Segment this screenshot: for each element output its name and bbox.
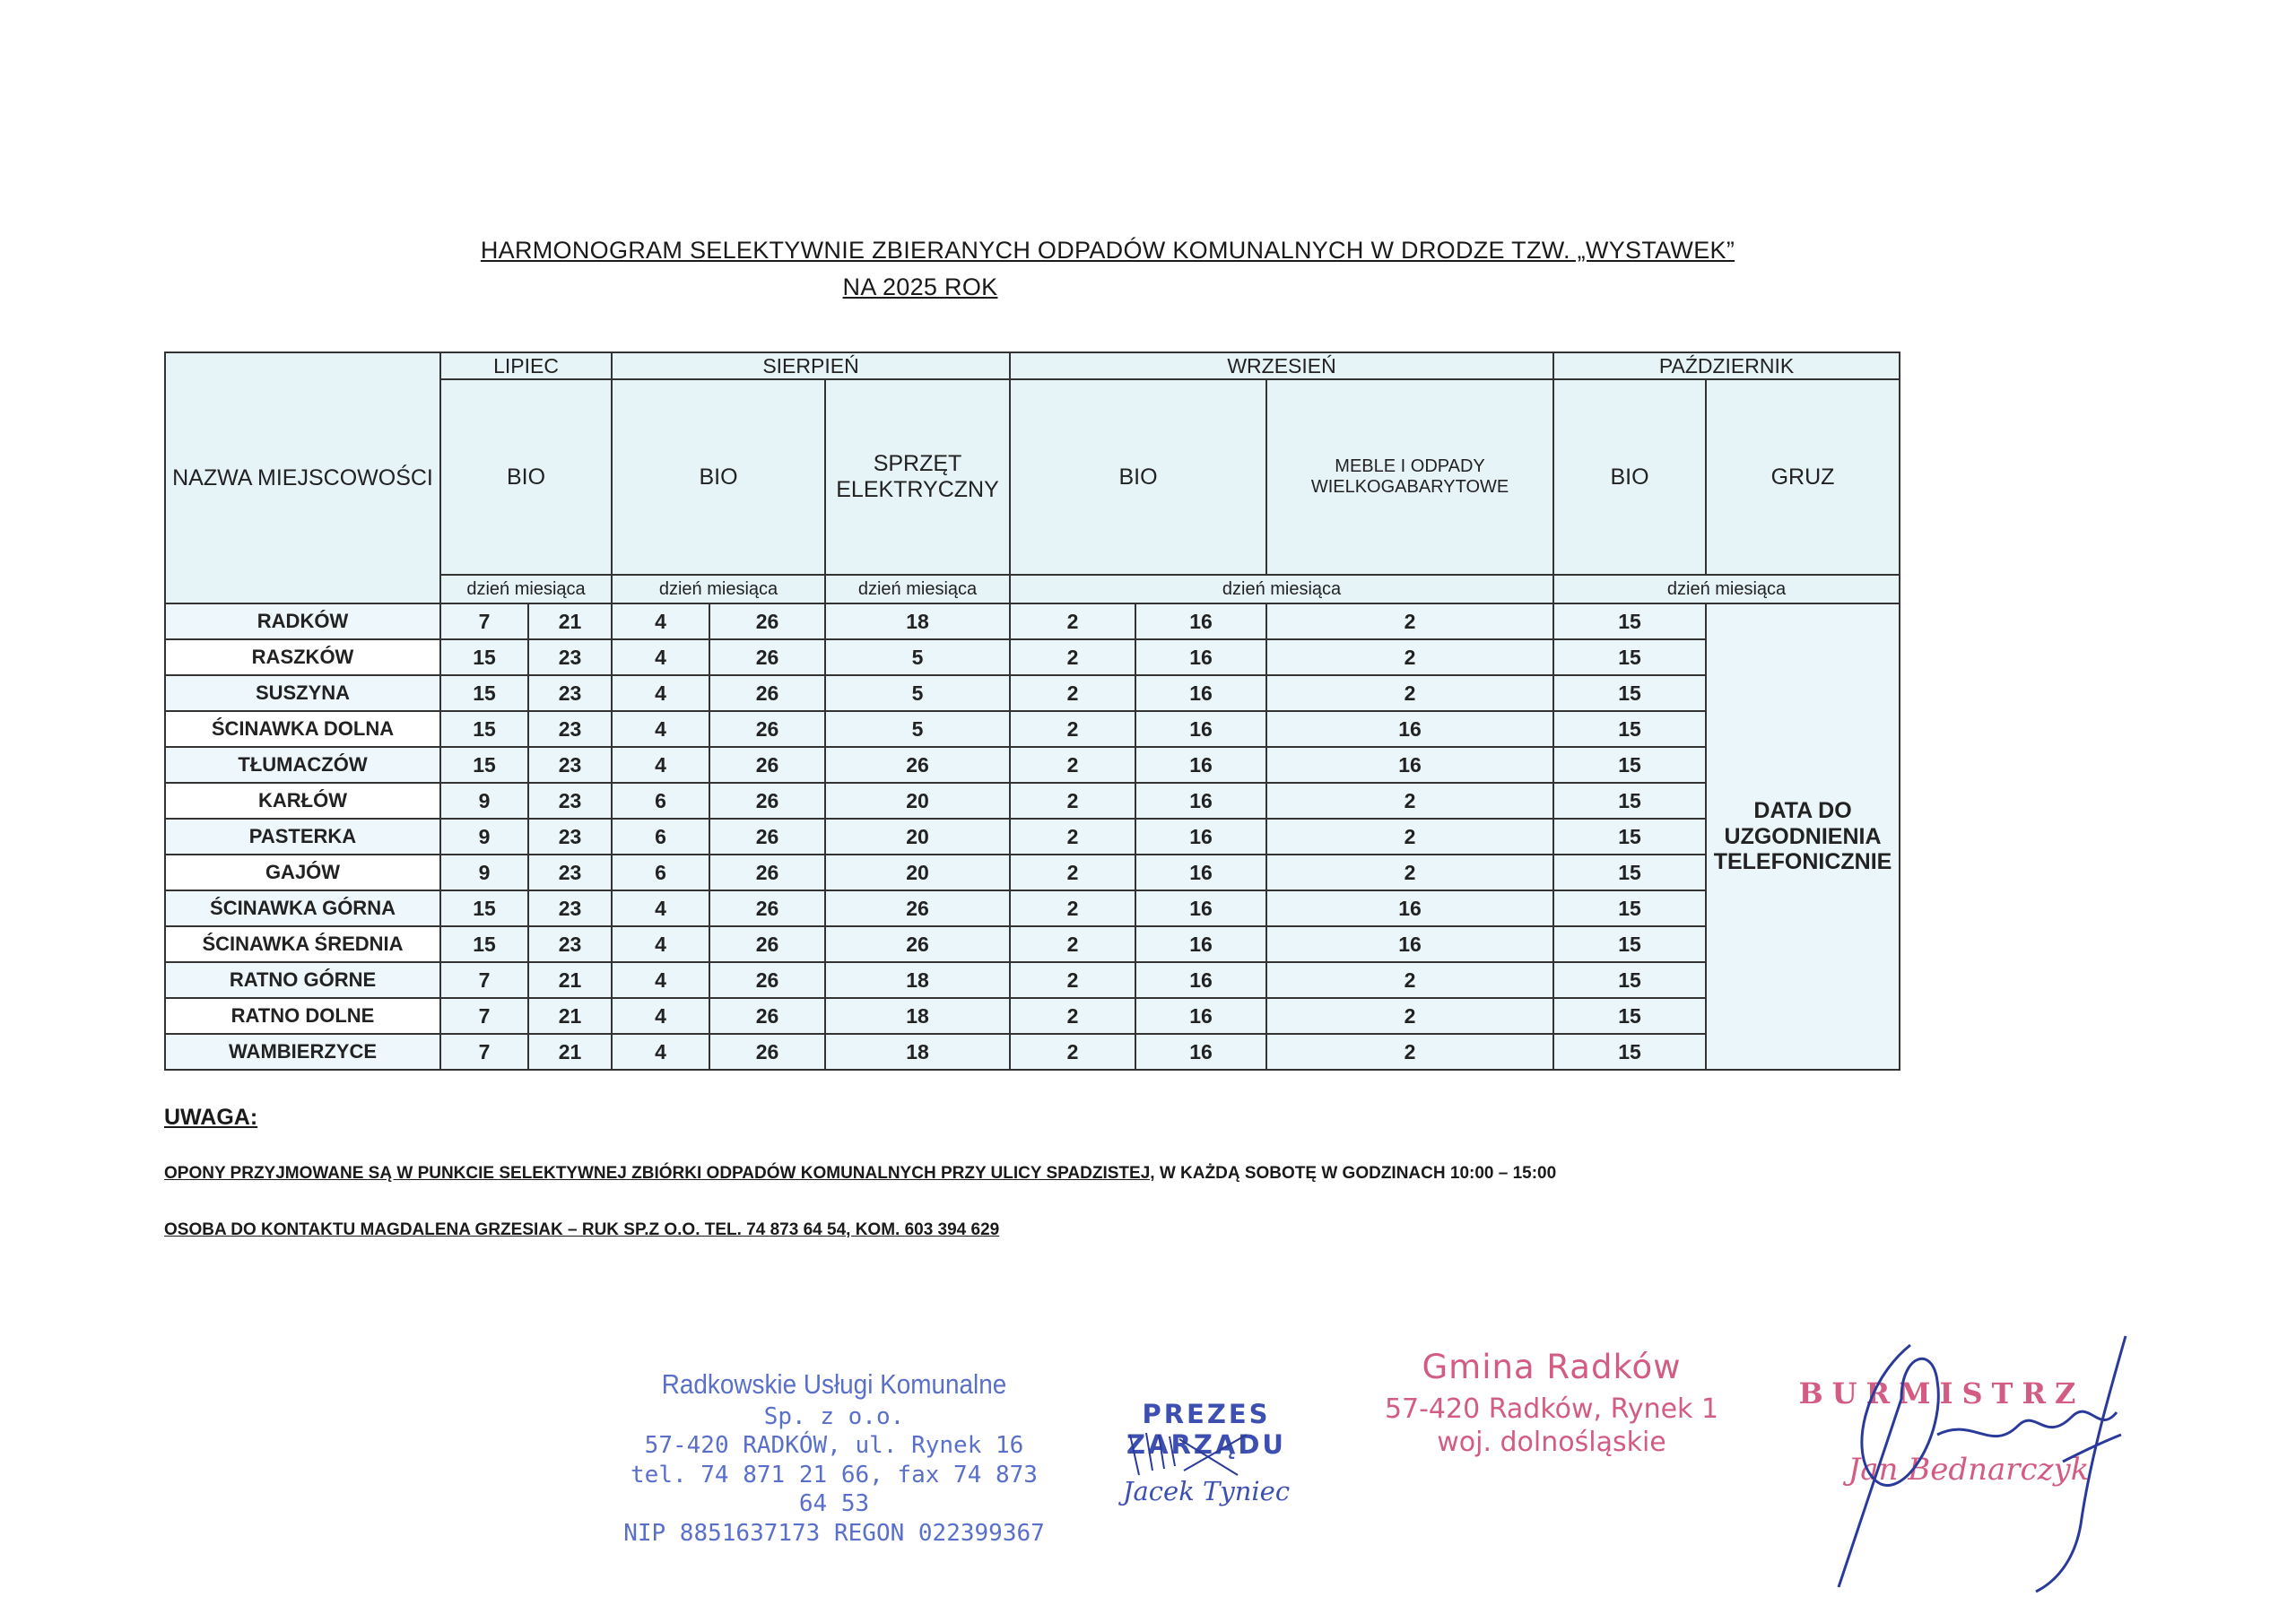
town-name: ŚCINAWKA DOLNA [165,711,440,747]
stamp-prezes-name: Jacek Tyniec [1122,1476,1291,1506]
day-cell: 15 [1553,890,1706,926]
day-cell: 6 [612,855,709,890]
table-row [165,675,1900,711]
month-sierpien: SIERPIEŃ [612,352,1010,379]
day-cell: 15 [1553,855,1706,890]
day-cell: 15 [440,926,528,962]
table-row [165,639,1900,675]
day-cell: 16 [1135,998,1266,1034]
day-cell: 2 [1266,675,1553,711]
day-cell: 5 [825,639,1010,675]
table-row [165,998,1900,1034]
schedule-table [164,352,1900,1071]
day-cell: 16 [1135,639,1266,675]
stamp-burmistrz-title: BURMISTRZ [1798,1376,2085,1410]
day-cell: 2 [1010,675,1135,711]
stamp-ruk-line1: Radkowskie Usługi Komunalne [661,1368,1007,1400]
day-cell: 23 [528,639,612,675]
day-cell: 26 [709,926,825,962]
category-wrzesien-meble: MEBLE I ODPADY WIELKOGABARYTOWE [1266,379,1553,575]
day-cell: 26 [709,783,825,819]
day-cell: 4 [612,962,709,998]
day-cell: 26 [709,711,825,747]
stamp-gmina-line2: 57-420 Radków, Rynek 1 [1384,1393,1719,1425]
day-cell: 15 [1553,783,1706,819]
prezes-signature-image [1112,1426,1265,1488]
unit-label-wrzesien: dzień miesiąca [1010,575,1553,603]
day-cell: 18 [825,998,1010,1034]
unit-label-lipiec: dzień miesiąca [440,575,612,603]
day-cell: 2 [1266,962,1553,998]
category-sierpien-bio: BIO [612,379,825,575]
table-row [165,926,1900,962]
day-cell: 26 [709,675,825,711]
town-name: RATNO GÓRNE [165,962,440,998]
table-row [165,819,1900,855]
day-cell: 2 [1266,639,1553,675]
day-cell: 18 [825,603,1010,639]
town-name: SUSZYNA [165,675,440,711]
category-sierpien-sprzet: SPRZĘT ELEKTRYCZNY [825,379,1010,575]
day-cell: 4 [612,926,709,962]
town-name: GAJÓW [165,855,440,890]
category-pazdziernik-gruz: GRUZ [1706,379,1900,575]
day-cell: 26 [709,890,825,926]
month-lipiec: LIPIEC [440,352,612,379]
day-cell: 2 [1010,639,1135,675]
notes-heading: UWAGA: [164,1105,258,1130]
day-cell: 23 [528,855,612,890]
day-cell: 15 [440,711,528,747]
town-name: TŁUMACZÓW [165,747,440,783]
day-cell: 23 [528,819,612,855]
category-lipiec-bio: BIO [440,379,612,575]
stamp-ruk-line4: tel. 74 871 21 66, fax 74 873 64 53 [631,1461,1038,1518]
month-pazdziernik: PAŹDZIERNIK [1553,352,1900,379]
day-cell: 7 [440,962,528,998]
table-row [165,962,1900,998]
document-title: HARMONOGRAM SELEKTYWNIE ZBIERANYCH ODPADÓW KOMUNALNYCH W DRODZE TZW. „WYSTAWEK” [480,237,1735,264]
stamp-ruk-line2: Sp. z o.o. [763,1402,905,1430]
day-cell: 16 [1135,855,1266,890]
day-cell: 16 [1135,1034,1266,1070]
unit-label-sierpien-bio: dzień miesiąca [612,575,825,603]
day-cell: 2 [1010,603,1135,639]
table-row [165,783,1900,819]
day-cell: 21 [528,1034,612,1070]
day-cell: 16 [1135,603,1266,639]
day-cell: 2 [1266,603,1553,639]
day-cell: 4 [612,747,709,783]
day-cell: 2 [1010,890,1135,926]
day-cell: 2 [1010,998,1135,1034]
header-place-name: NAZWA MIEJSCOWOŚCI [165,352,440,603]
document-subtitle: NA 2025 ROK [842,273,998,300]
town-name: ŚCINAWKA ŚREDNIA [165,926,440,962]
day-cell: 16 [1135,962,1266,998]
day-cell: 4 [612,1034,709,1070]
stamp-gmina [1363,1348,1740,1458]
stamp-gmina-line1: Gmina Radków [1422,1348,1682,1386]
day-cell: 20 [825,855,1010,890]
day-cell: 16 [1266,711,1553,747]
day-cell: 2 [1010,962,1135,998]
day-cell: 15 [440,639,528,675]
stamp-ruk [619,1367,1049,1548]
note-tyres-hours: W KAŻDĄ SOBOTĘ W GODZINACH 10:00 – 15:00 [1154,1164,1557,1183]
note-tyres-underlined: OPONY PRZYJMOWANE SĄ W PUNKCIE SELEKTYWNEJ ZBIÓRKI ODPADÓW KOMUNALNYCH PRZY ULICY SPADZISTEJ, [164,1164,1155,1183]
day-cell: 15 [1553,747,1706,783]
day-cell: 5 [825,675,1010,711]
day-cell: 2 [1010,783,1135,819]
table-row [165,747,1900,783]
day-cell: 16 [1135,926,1266,962]
day-cell: 2 [1266,819,1553,855]
stamp-gmina-line3: woj. dolnośląskie [1437,1427,1666,1458]
table-row [165,711,1900,747]
stamp-prezes-title: PREZES ZARZĄDU [1126,1399,1286,1460]
unit-label-sierpien-sprzet: dzień miesiąca [825,575,1010,603]
day-cell: 2 [1010,855,1135,890]
day-cell: 7 [440,603,528,639]
day-cell: 2 [1266,1034,1553,1070]
day-cell: 16 [1135,890,1266,926]
town-name: WAMBIERZYCE [165,1034,440,1070]
table-row [165,890,1900,926]
table-row [165,603,1900,639]
day-cell: 23 [528,747,612,783]
day-cell: 2 [1010,747,1135,783]
town-name: RATNO DOLNE [165,998,440,1034]
day-cell: 6 [612,819,709,855]
day-cell: 15 [440,747,528,783]
day-cell: 15 [440,890,528,926]
day-cell: 4 [612,603,709,639]
day-cell: 16 [1135,819,1266,855]
day-cell: 18 [825,962,1010,998]
day-cell: 23 [528,711,612,747]
day-cell: 2 [1010,819,1135,855]
table-row [165,1034,1900,1070]
town-name: RADKÓW [165,603,440,639]
day-cell: 16 [1266,890,1553,926]
day-cell: 20 [825,819,1010,855]
month-wrzesien: WRZESIEŃ [1010,352,1553,379]
day-cell: 26 [709,747,825,783]
day-cell: 23 [528,890,612,926]
day-cell: 15 [1553,1034,1706,1070]
day-cell: 23 [528,783,612,819]
town-name: RASZKÓW [165,639,440,675]
category-wrzesien-bio: BIO [1010,379,1266,575]
day-cell: 9 [440,783,528,819]
day-cell: 20 [825,783,1010,819]
day-cell: 5 [825,711,1010,747]
day-cell: 2 [1010,711,1135,747]
category-pazdziernik-bio: BIO [1553,379,1706,575]
day-cell: 21 [528,603,612,639]
day-cell: 23 [528,675,612,711]
day-cell: 4 [612,711,709,747]
note-contact: OSOBA DO KONTAKTU MAGDALENA GRZESIAK – RUK SP.Z O.O. TEL. 74 873 64 54, KOM. 603 394 629 [164,1220,1000,1239]
stamp-burmistrz-name: Jan Bednarczyk [1848,1452,2090,1488]
day-cell: 4 [612,639,709,675]
day-cell: 16 [1135,675,1266,711]
day-cell: 2 [1266,855,1553,890]
stamp-ruk-line5: NIP 8851637173 REGON 022399367 [623,1519,1045,1547]
day-cell: 15 [1553,926,1706,962]
day-cell: 15 [440,675,528,711]
day-cell: 21 [528,962,612,998]
day-cell: 4 [612,675,709,711]
day-cell: 16 [1135,747,1266,783]
day-cell: 26 [825,747,1010,783]
day-cell: 26 [709,962,825,998]
day-cell: 7 [440,998,528,1034]
day-cell: 2 [1266,998,1553,1034]
stamp-ruk-line3: 57-420 RADKÓW, ul. Rynek 16 [644,1432,1024,1460]
unit-label-pazdziernik: dzień miesiąca [1553,575,1900,603]
town-name: ŚCINAWKA GÓRNA [165,890,440,926]
day-cell: 15 [1553,675,1706,711]
day-cell: 26 [825,890,1010,926]
day-cell: 26 [825,926,1010,962]
day-cell: 18 [825,1034,1010,1070]
day-cell: 6 [612,783,709,819]
town-name: PASTERKA [165,819,440,855]
day-cell: 15 [1553,962,1706,998]
table-row [165,855,1900,890]
day-cell: 15 [1553,603,1706,639]
day-cell: 2 [1010,1034,1135,1070]
day-cell: 15 [1553,711,1706,747]
gruz-note-cell: DATA DO UZGODNIENIA TELEFONICZNIE [1706,603,1900,1070]
day-cell: 7 [440,1034,528,1070]
day-cell: 4 [612,998,709,1034]
day-cell: 23 [528,926,612,962]
day-cell: 9 [440,819,528,855]
day-cell: 16 [1266,747,1553,783]
day-cell: 16 [1266,926,1553,962]
day-cell: 26 [709,603,825,639]
burmistrz-signature-image [1812,1327,2152,1596]
day-cell: 4 [612,890,709,926]
day-cell: 26 [709,998,825,1034]
day-cell: 26 [709,1034,825,1070]
note-tyres [164,1164,1556,1184]
day-cell: 9 [440,855,528,890]
day-cell: 2 [1010,926,1135,962]
town-name: KARŁÓW [165,783,440,819]
day-cell: 15 [1553,819,1706,855]
day-cell: 26 [709,819,825,855]
day-cell: 2 [1266,783,1553,819]
day-cell: 16 [1135,711,1266,747]
day-cell: 15 [1553,998,1706,1034]
day-cell: 26 [709,855,825,890]
day-cell: 16 [1135,783,1266,819]
day-cell: 15 [1553,639,1706,675]
day-cell: 21 [528,998,612,1034]
day-cell: 26 [709,639,825,675]
